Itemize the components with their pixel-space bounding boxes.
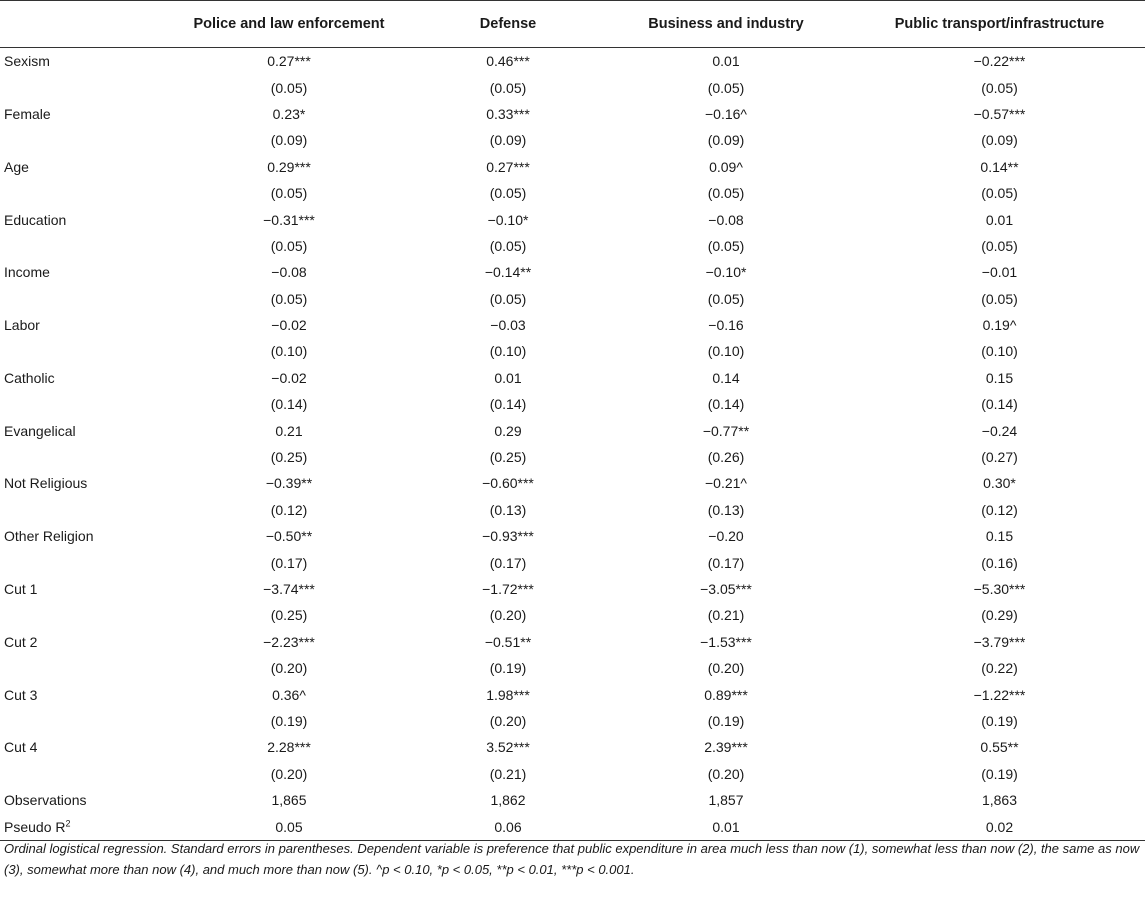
coefficient-cell: 0.33***: [486, 105, 530, 122]
standard-error-cell: (0.22): [981, 660, 1018, 677]
observations-cell: 1,865: [271, 792, 307, 809]
table-row: [0, 206, 1145, 232]
standard-error-cell: (0.05): [707, 237, 745, 254]
row-label: Other Religion: [4, 528, 94, 545]
standard-error-cell: (0.05): [489, 290, 527, 307]
standard-error-cell: (0.09): [707, 132, 745, 149]
table-row: [0, 681, 1145, 707]
row-label-blank: [0, 444, 160, 470]
coefficient-cell: 3.52***: [486, 739, 530, 756]
table-footnote: Ordinal logistical regression. Standard errors in parentheses. Dependent variable is preference that public expenditure in area much less than now (1), somewhat less than now (2), the same as now (3), somewhat more than now (4), and much more than now (5). ^p < 0.10, *p < 0.05, **p < 0.01, ***p < 0.001.: [4, 841, 1140, 877]
coefficient-cell: 0.29: [494, 422, 522, 439]
coefficient-cell: 2.39***: [704, 739, 748, 756]
coefficient-cell: −0.51**: [484, 633, 532, 650]
coefficient-cell: −0.10*: [487, 211, 529, 228]
standard-error-cell: (0.20): [489, 607, 527, 624]
coefficient-cell: 0.14: [712, 369, 740, 386]
coefficient-cell: 0.30*: [983, 475, 1016, 492]
standard-error-cell: (0.05): [707, 290, 745, 307]
standard-error-cell: (0.17): [270, 554, 308, 571]
row-label: Income: [4, 264, 50, 281]
row-label-blank: [0, 655, 160, 681]
row-label: Education: [4, 211, 67, 228]
header-blank: [0, 1, 160, 48]
coefficient-cell: −0.31***: [263, 211, 315, 228]
row-label: Catholic: [4, 369, 55, 386]
table-row: [0, 154, 1145, 180]
coefficient-cell: 0.36^: [272, 686, 306, 703]
coefficient-cell: 1.98***: [486, 686, 530, 703]
coefficient-cell: −0.39**: [265, 475, 313, 492]
standard-error-cell: (0.14): [707, 396, 745, 413]
row-label-blank: [0, 549, 160, 575]
coefficient-cell: 0.46***: [486, 53, 530, 70]
coefficient-cell: −3.79***: [973, 633, 1026, 650]
table-row: [0, 101, 1145, 127]
coefficient-cell: −0.14**: [484, 264, 532, 281]
standard-error-cell: (0.19): [270, 712, 308, 729]
header-business: Business and industry: [598, 1, 854, 48]
coefficient-cell: 0.09^: [709, 158, 743, 175]
standard-error-cell: (0.27): [981, 449, 1018, 466]
standard-error-cell: (0.05): [270, 290, 308, 307]
table-row-se: [0, 761, 1145, 787]
row-label: Cut 2: [4, 633, 38, 650]
coefficient-cell: −0.22***: [973, 53, 1026, 70]
table-row-se: [0, 127, 1145, 153]
pseudo-r2-cell: 0.06: [418, 813, 598, 840]
standard-error-cell: (0.09): [981, 132, 1018, 149]
pseudo-r2-cell: 0.05: [160, 813, 418, 840]
pseudo-r2-superscript: 2: [65, 817, 71, 828]
standard-error-cell: (0.05): [981, 79, 1018, 96]
coefficient-cell: 0.01: [712, 53, 740, 70]
coefficient-cell: −0.77**: [702, 422, 750, 439]
row-label: Cut 1: [4, 581, 38, 597]
coefficient-cell: −0.21^: [705, 475, 747, 492]
observations-row: [0, 787, 1145, 813]
coefficient-cell: 0.14**: [980, 158, 1019, 175]
row-label: Labor: [4, 317, 40, 334]
standard-error-cell: (0.05): [270, 185, 308, 202]
coefficient-cell: −1.53***: [700, 633, 752, 650]
standard-error-cell: (0.13): [707, 501, 745, 518]
standard-error-cell: (0.17): [707, 554, 745, 571]
observations-label: Observations: [4, 792, 87, 809]
coefficient-cell: −0.20: [708, 528, 744, 545]
standard-error-cell: (0.10): [981, 343, 1018, 360]
coefficient-cell: 0.15: [985, 369, 1014, 386]
row-label: Cut 4: [4, 739, 38, 756]
standard-error-cell: (0.05): [270, 237, 308, 254]
standard-error-cell: (0.05): [270, 79, 308, 96]
coefficient-cell: −3.05***: [700, 581, 752, 597]
header-row: [0, 1, 1145, 48]
table-body: [0, 48, 1145, 841]
standard-error-cell: (0.10): [489, 343, 527, 360]
standard-error-cell: (0.14): [270, 396, 308, 413]
header-transport: Public transport/infrastructure: [854, 1, 1145, 48]
standard-error-cell: (0.19): [707, 712, 745, 729]
row-label-blank: [0, 391, 160, 417]
standard-error-cell: (0.29): [981, 607, 1018, 624]
coefficient-cell: −0.08: [271, 264, 307, 281]
row-label: Not Religious: [4, 475, 88, 492]
standard-error-cell: (0.10): [270, 343, 308, 360]
standard-error-cell: (0.16): [981, 554, 1018, 571]
coefficient-cell: −0.24: [981, 422, 1018, 439]
standard-error-cell: (0.19): [981, 765, 1018, 782]
pseudo-r2-cell: 0.02: [854, 813, 1145, 840]
row-label-blank: [0, 708, 160, 734]
coefficient-cell: −0.10*: [705, 264, 747, 281]
coefficient-cell: 0.19^: [982, 317, 1017, 334]
coefficient-cell: −0.57***: [973, 105, 1026, 122]
observations-cell: 1,863: [981, 792, 1018, 809]
standard-error-cell: (0.05): [489, 185, 527, 202]
coefficient-cell: 0.01: [494, 369, 522, 386]
table-row: [0, 629, 1145, 655]
observations-cell: 1,857: [708, 792, 744, 809]
table-row-se: [0, 497, 1145, 523]
standard-error-cell: (0.10): [707, 343, 745, 360]
pseudo-r2-text: Pseudo R: [4, 818, 66, 835]
row-label-blank: [0, 761, 160, 787]
coefficient-cell: −1.22***: [973, 686, 1026, 703]
table-row-se: [0, 655, 1145, 681]
standard-error-cell: (0.14): [981, 396, 1018, 413]
coefficient-cell: 0.23*: [272, 105, 306, 122]
table-row: [0, 417, 1145, 443]
coefficient-cell: 0.55**: [980, 739, 1019, 756]
coefficient-cell: 0.89***: [704, 686, 748, 703]
standard-error-cell: (0.21): [707, 607, 745, 624]
pseudo-r2-cell: 0.01: [598, 813, 854, 840]
standard-error-cell: (0.09): [270, 132, 308, 149]
standard-error-cell: (0.19): [489, 660, 527, 677]
table-row: [0, 48, 1145, 75]
observations-cell: 1,862: [490, 792, 526, 809]
standard-error-cell: (0.09): [489, 132, 527, 149]
table-row: [0, 259, 1145, 285]
coefficient-cell: 0.27***: [486, 158, 530, 175]
standard-error-cell: (0.20): [270, 765, 308, 782]
table-row-se: [0, 549, 1145, 575]
standard-error-cell: (0.14): [489, 396, 527, 413]
coefficient-cell: −1.72***: [482, 581, 534, 597]
standard-error-cell: (0.05): [981, 290, 1018, 307]
standard-error-cell: (0.12): [981, 501, 1018, 518]
table-row: [0, 470, 1145, 496]
standard-error-cell: (0.19): [981, 712, 1018, 729]
coefficient-cell: −0.01: [981, 264, 1018, 281]
row-label: Sexism: [4, 53, 50, 70]
row-label-blank: [0, 233, 160, 259]
coefficient-cell: −0.02: [271, 317, 307, 334]
coefficient-cell: 2.28***: [267, 739, 311, 756]
standard-error-cell: (0.25): [489, 449, 527, 466]
standard-error-cell: (0.20): [707, 660, 745, 677]
standard-error-cell: (0.20): [707, 765, 745, 782]
coefficient-cell: 0.21: [275, 422, 303, 439]
standard-error-cell: (0.20): [270, 660, 308, 677]
row-label-blank: [0, 338, 160, 364]
coefficient-cell: −0.60***: [482, 475, 534, 492]
table-row-se: [0, 233, 1145, 259]
table-row: [0, 523, 1145, 549]
table-row: [0, 312, 1145, 338]
coefficient-cell: −0.03: [490, 317, 526, 334]
coefficient-cell: 0.29***: [267, 158, 311, 175]
row-label-blank: [0, 74, 160, 100]
standard-error-cell: (0.12): [270, 501, 308, 518]
table-row-se: [0, 74, 1145, 100]
standard-error-cell: (0.05): [981, 237, 1018, 254]
row-label-blank: [0, 286, 160, 312]
table-row-se: [0, 338, 1145, 364]
coefficient-cell: −0.50**: [265, 528, 313, 545]
coefficient-cell: −3.74***: [263, 581, 315, 597]
coefficient-cell: −5.30***: [973, 581, 1026, 597]
header-police: Police and law enforcement: [160, 1, 418, 48]
table-row-se: [0, 708, 1145, 734]
pseudo-r2-row: [0, 813, 1145, 840]
pseudo-r2-label: [0, 813, 160, 840]
standard-error-cell: (0.05): [981, 185, 1018, 202]
row-label: Female: [4, 105, 51, 122]
coefficient-cell: −0.93***: [482, 528, 534, 545]
coefficient-cell: −2.23***: [263, 633, 315, 650]
standard-error-cell: (0.25): [270, 449, 308, 466]
coefficient-cell: −0.08: [708, 211, 744, 228]
table-row: [0, 576, 1145, 602]
standard-error-cell: (0.05): [489, 237, 527, 254]
coefficient-cell: 0.15: [985, 528, 1014, 545]
coefficient-cell: −0.02: [271, 369, 307, 386]
row-label: Age: [4, 158, 29, 175]
table-row-se: [0, 391, 1145, 417]
coefficient-cell: 0.27***: [267, 53, 311, 70]
row-label-blank: [0, 127, 160, 153]
table-row: [0, 734, 1145, 760]
standard-error-cell: (0.13): [489, 501, 527, 518]
standard-error-cell: (0.17): [489, 554, 527, 571]
row-label-blank: [0, 602, 160, 628]
row-label-blank: [0, 180, 160, 206]
standard-error-cell: (0.05): [707, 79, 745, 96]
coefficient-cell: 0.01: [985, 211, 1014, 228]
row-label: Evangelical: [4, 422, 76, 439]
row-label-blank: [0, 497, 160, 523]
coefficient-cell: −0.16^: [705, 105, 747, 122]
standard-error-cell: (0.20): [489, 712, 527, 729]
standard-error-cell: (0.21): [489, 765, 527, 782]
standard-error-cell: (0.05): [707, 185, 745, 202]
table-row-se: [0, 286, 1145, 312]
coefficient-cell: −0.16: [708, 317, 744, 334]
header-defense: Defense: [418, 1, 598, 48]
standard-error-cell: (0.05): [489, 79, 527, 96]
table-row: [0, 365, 1145, 391]
standard-error-cell: (0.26): [707, 449, 745, 466]
table-row-se: [0, 180, 1145, 206]
row-label: Cut 3: [4, 686, 38, 703]
table-row-se: [0, 444, 1145, 470]
table-row-se: [0, 602, 1145, 628]
standard-error-cell: (0.25): [270, 607, 308, 624]
